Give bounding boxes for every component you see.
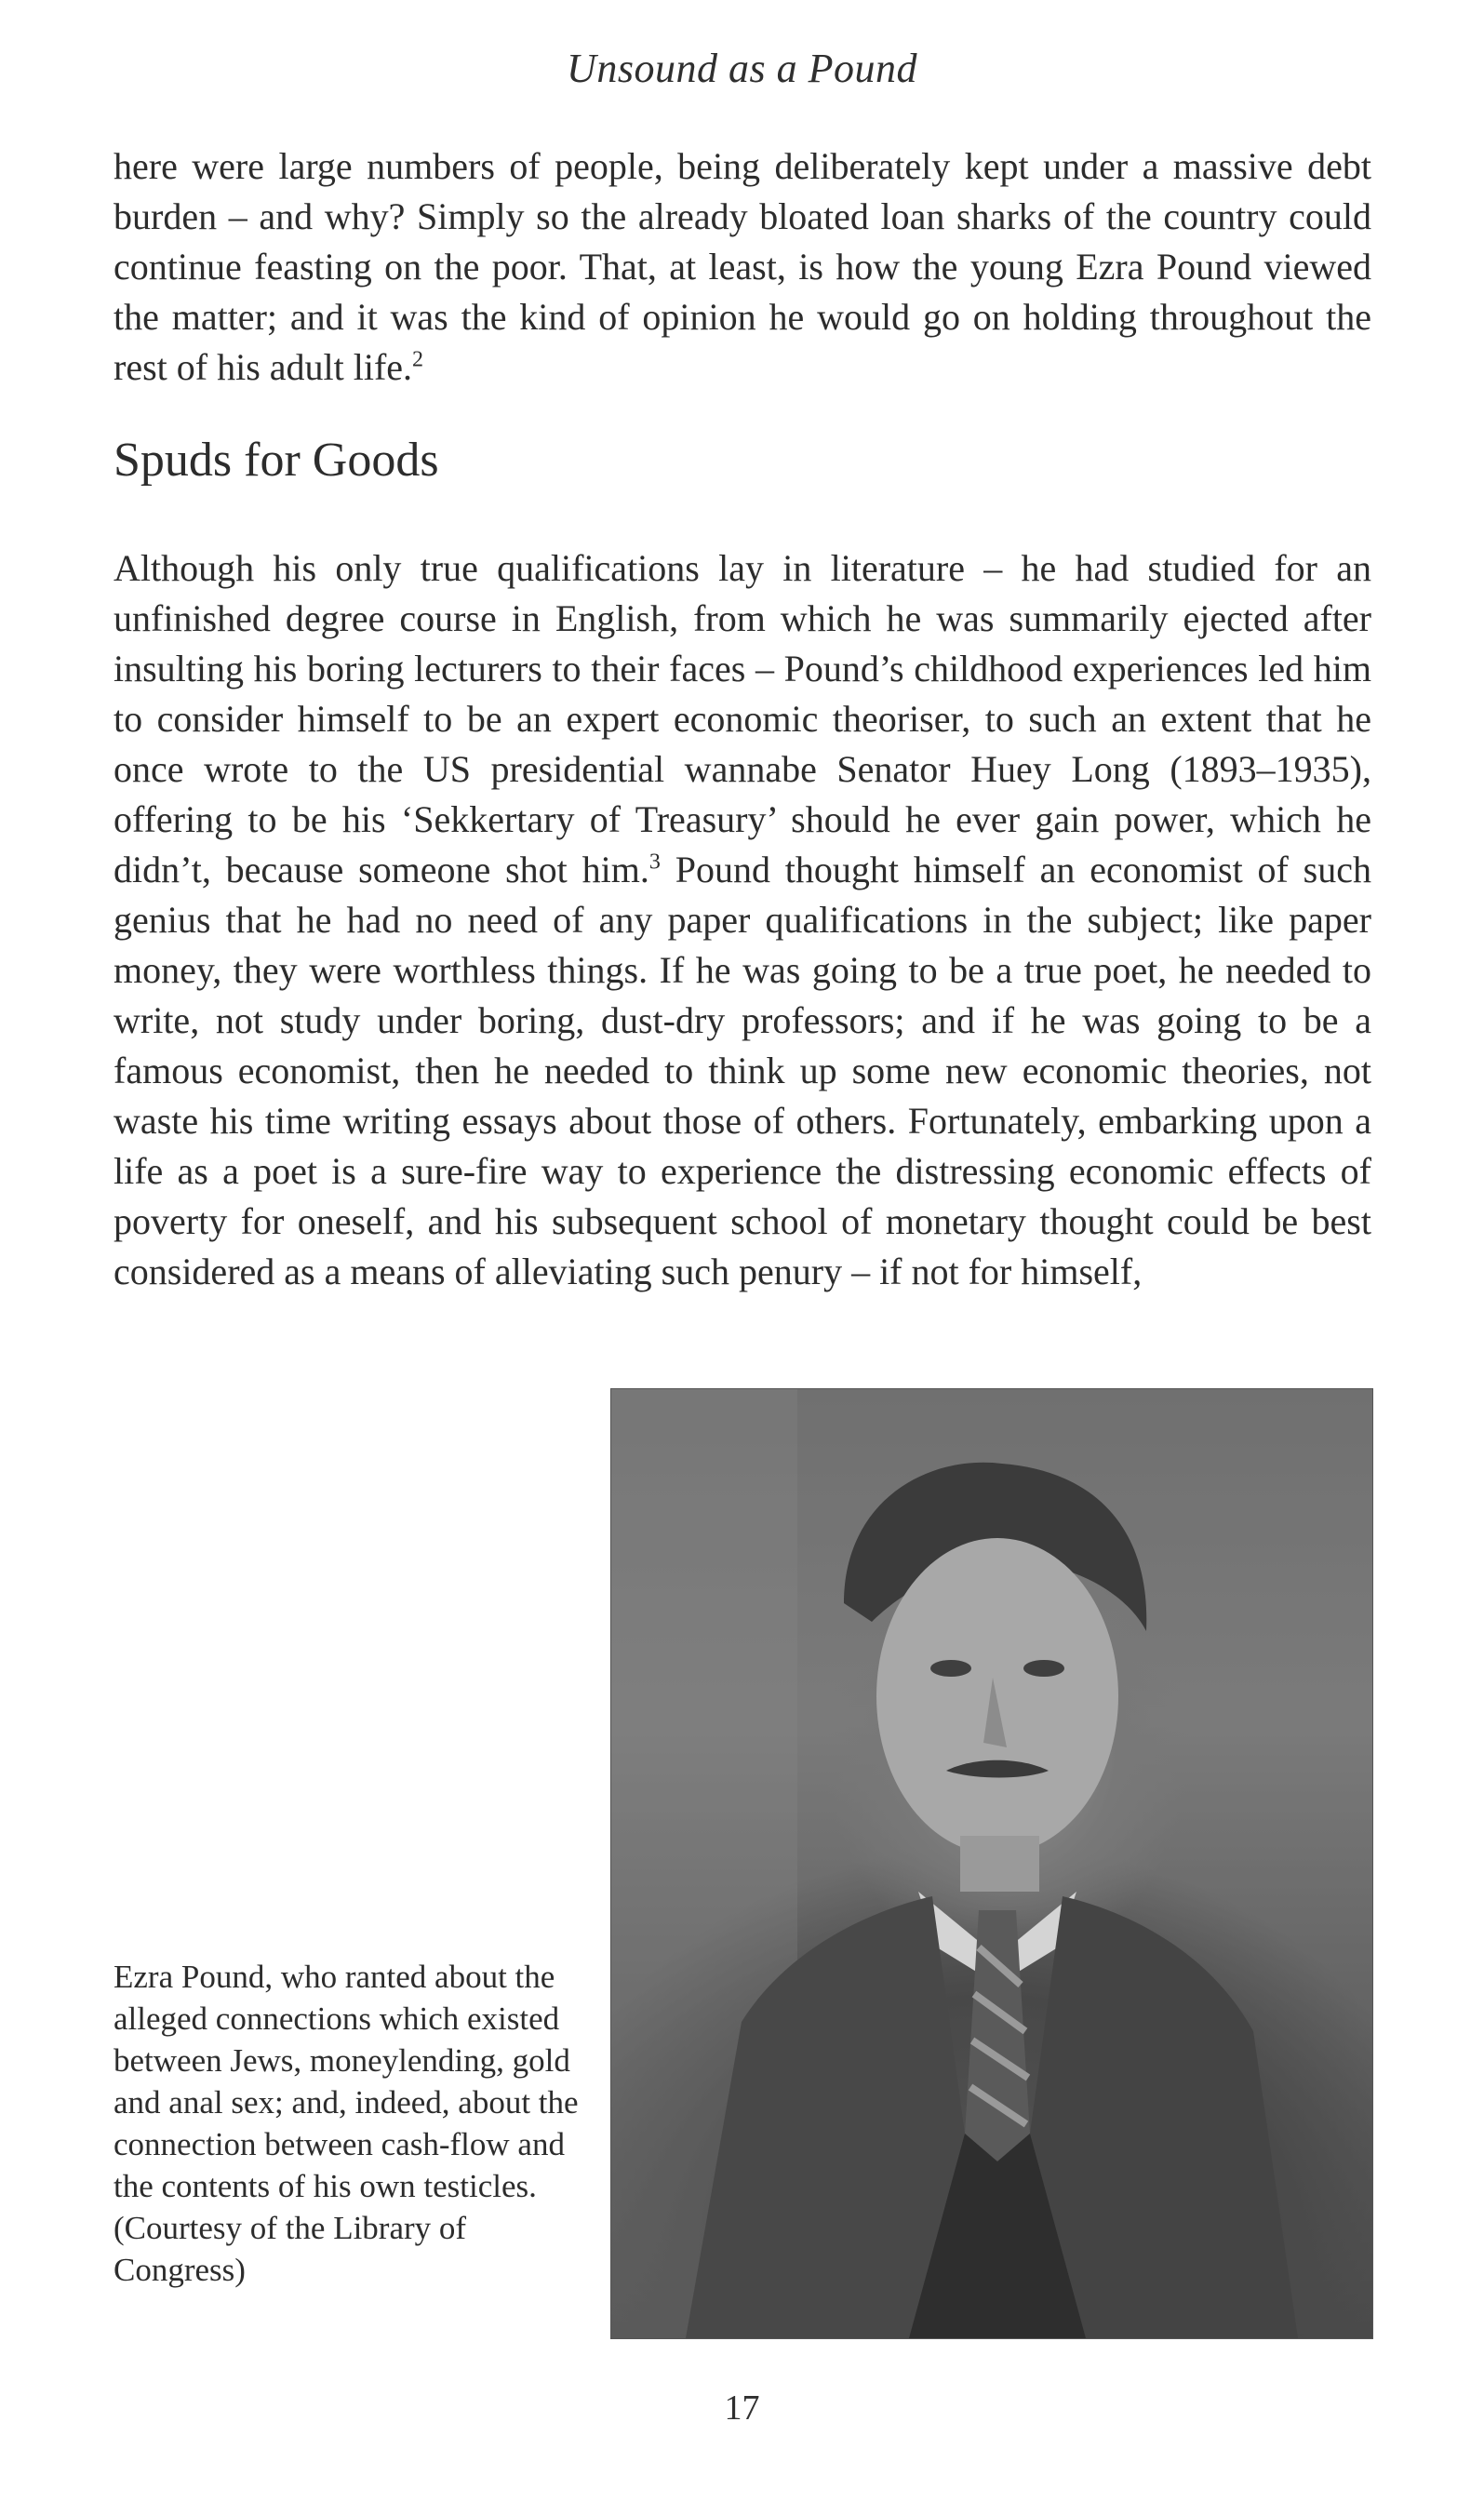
figure-caption: Ezra Pound, who ranted about the alleged connections which existed between Jews, moneylending, gold and anal sex; and, indeed, about the connection between cash-flow and the contents of his own testicles. (Courtesy of the Library of Congress) [114, 1959, 579, 2288]
paragraph-1-text: here were large numbers of people, being deliberately kept under a massive debt burden – and why? Simply so the already bloated loan sharks of the country could continue feasting on the poor. That, at least, is how the young Ezra Pound viewed the matter; and it was the kind of opinion he would go on holding throughout the rest of his adult life. [114, 145, 1371, 388]
page-number: 17 [724, 2388, 760, 2428]
portrait-photo [610, 1388, 1373, 2339]
paragraph-1 [114, 141, 1371, 393]
footnote-ref-3[interactable]: 3 [648, 850, 661, 875]
paragraph-2-text-a: Although his only true qualifications lay in literature – he had studied for an unfinished degree course in English, from which he was summarily ejected after insulting his boring lecturers to their faces – Pound’s childhood experiences led him to consider himself to be an expert economic theoriser, to such an extent that he once wrote to the US presidential wannabe Senator Huey Long (1893–1935), offering to be his ‘Sekkertary of Treasury’ should he ever gain power, which he didn’t, because someone shot him. [114, 547, 1371, 890]
paragraph-2 [114, 543, 1371, 1297]
footnote-ref-2[interactable]: 2 [412, 347, 424, 372]
portrait-illustration [611, 1389, 1372, 2338]
section-heading: Spuds for Goods [114, 434, 439, 487]
running-head: Unsound as a Pound [567, 46, 917, 91]
paragraph-2-text-b: Pound thought himself an economist of such genius that he had no need of any paper qualifications in the subject; like paper money, they were worthless things. If he was going to be a true poet, he needed to write, not study under boring, dust-dry professors; and if he was going to be a famous economist, then he needed to think up some new economic theories, not waste his time writing essays about those of others. Fortunately, embarking upon a life as a poet is a sure-fire way to experience the distressing economic effects of poverty for oneself, and his subsequent school of monetary thought could be best considered as a means of alleviating such penury – if not for himself, [114, 849, 1371, 1292]
